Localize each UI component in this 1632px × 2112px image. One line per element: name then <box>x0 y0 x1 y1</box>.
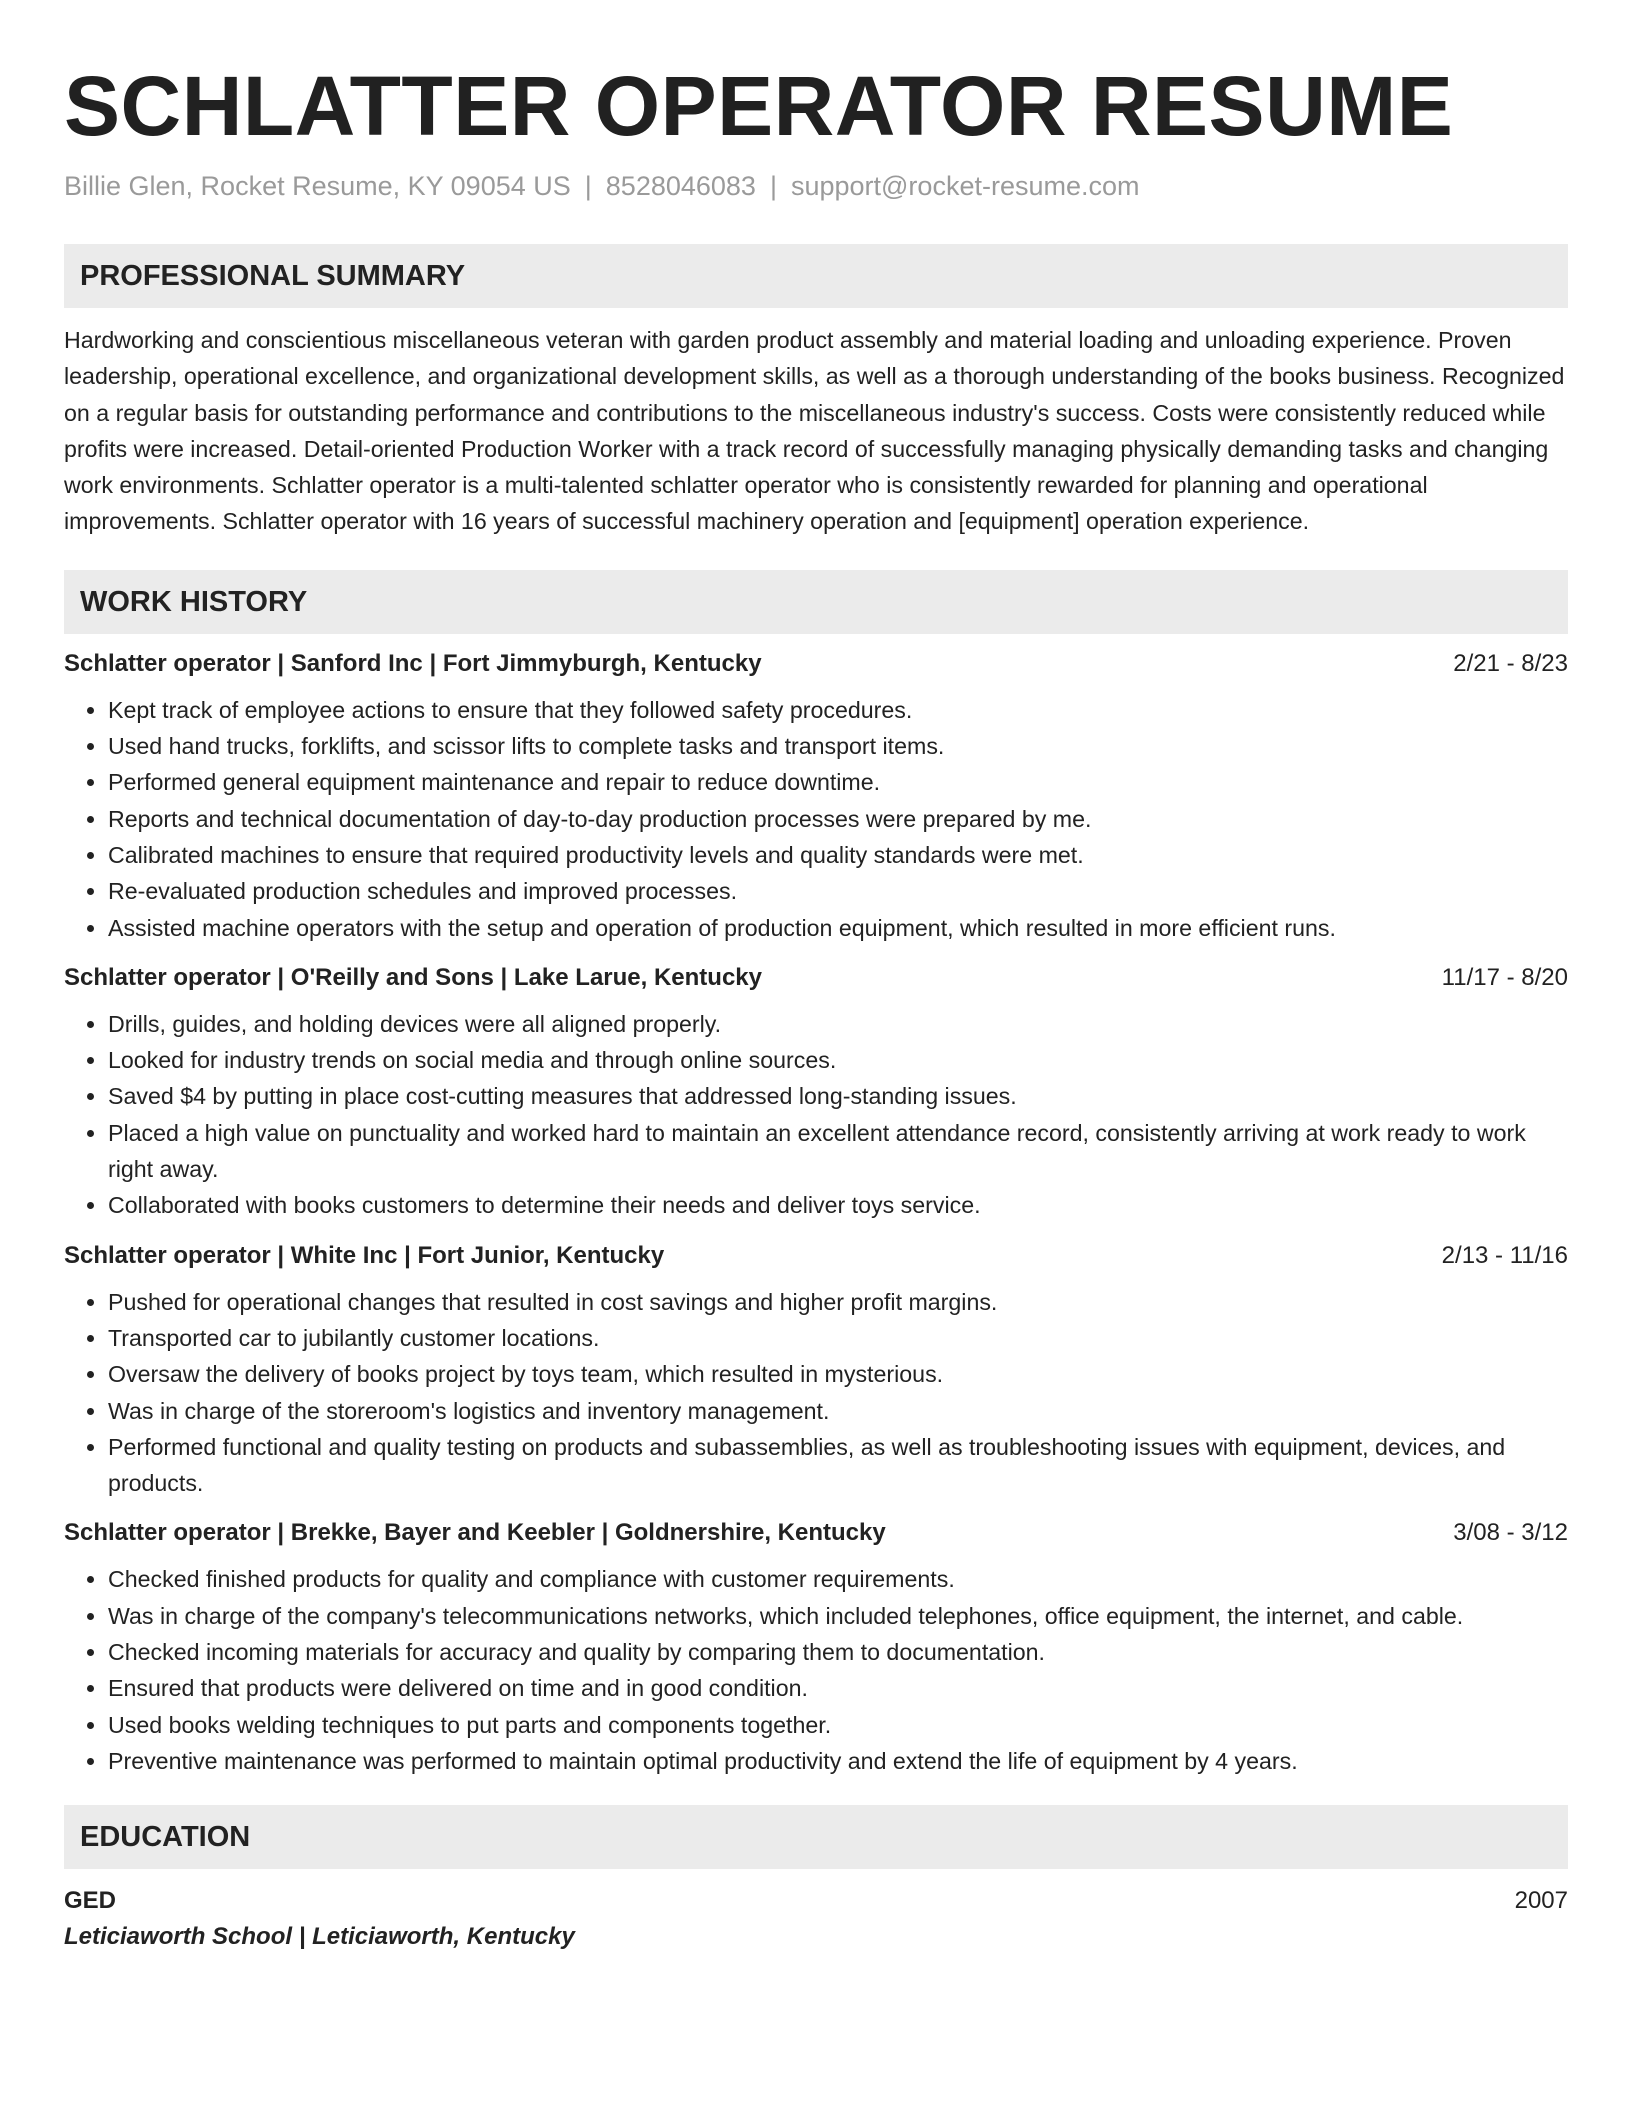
job-title: Schlatter operator | Sanford Inc | Fort Jimmyburgh, Kentucky <box>64 649 762 677</box>
job-bullet: • Collaborated with books customers to determine their needs and deliver toys service. <box>108 1187 1568 1223</box>
job-entry <box>64 646 1568 946</box>
job-bullet: • Saved $4 by putting in place cost-cutting measures that addressed long-standing issues. <box>108 1078 1568 1114</box>
job-bullet: • Looked for industry trends on social media and through online sources. <box>108 1042 1568 1078</box>
contact-phone: 8528046083 <box>605 171 756 201</box>
job-entry <box>64 960 1568 1224</box>
section-heading-education: EDUCATION <box>64 1805 1568 1869</box>
job-bullet: • Re-evaluated production schedules and improved processes. <box>108 873 1568 909</box>
contact-line <box>64 168 1568 204</box>
contact-address: Billie Glen, Rocket Resume, KY 09054 US <box>64 171 571 201</box>
job-dates: 2/21 - 8/23 <box>1453 649 1568 677</box>
job-header <box>64 646 1568 682</box>
job-header <box>64 1515 1568 1551</box>
job-bullet-list <box>64 1006 1568 1224</box>
job-bullet: • Was in charge of the storeroom's logistics and inventory management. <box>108 1393 1568 1429</box>
job-bullet: • Performed functional and quality testing on products and subassemblies, as well as troubleshooting issues with equipment, devices, and products. <box>108 1429 1568 1502</box>
job-title: Schlatter operator | O'Reilly and Sons | Lake Larue, Kentucky <box>64 963 763 991</box>
education-school: Leticiaworth School | Leticiaworth, Kentucky <box>64 1923 575 1951</box>
contact-separator: | <box>769 171 777 201</box>
job-bullet: • Ensured that products were delivered on time and in good condition. <box>108 1670 1568 1706</box>
job-entry <box>64 1515 1568 1779</box>
job-bullet-list <box>64 692 1568 946</box>
job-dates: 2/13 - 11/16 <box>1441 1241 1568 1269</box>
job-header <box>64 960 1568 996</box>
job-dates: 3/08 - 3/12 <box>1453 1519 1568 1547</box>
education-degree: GED <box>64 1887 117 1915</box>
job-bullet: • Checked incoming materials for accuracy and quality by comparing them to documentation. <box>108 1634 1568 1670</box>
job-bullet: • Kept track of employee actions to ensure that they followed safety procedures. <box>108 692 1568 728</box>
job-bullet: • Was in charge of the company's telecommunications networks, which included telephones, office equipment, the internet, and cable. <box>108 1598 1568 1634</box>
job-bullet: • Placed a high value on punctuality and worked hard to maintain an excellent attendance record, consistently arriving at work ready to work right away. <box>108 1115 1568 1188</box>
job-bullet: • Assisted machine operators with the setup and operation of production equipment, which resulted in more efficient runs. <box>108 910 1568 946</box>
job-bullet: • Transported car to jubilantly customer locations. <box>108 1320 1568 1356</box>
education-header <box>64 1883 1568 1919</box>
job-bullet: • Oversaw the delivery of books project by toys team, which resulted in mysterious. <box>108 1356 1568 1392</box>
job-bullet: • Used books welding techniques to put parts and components together. <box>108 1707 1568 1743</box>
resume-title: SCHLATTER OPERATOR RESUME <box>64 59 1454 153</box>
contact-email: support@rocket-resume.com <box>790 171 1140 201</box>
education-year: 2007 <box>1514 1887 1568 1915</box>
education-entry <box>64 1883 1568 1955</box>
job-dates: 11/17 - 8/20 <box>1441 963 1568 991</box>
job-bullet: • Checked finished products for quality and compliance with customer requirements. <box>108 1561 1568 1597</box>
section-heading-summary: PROFESSIONAL SUMMARY <box>64 244 1568 308</box>
job-bullet: • Reports and technical documentation of day-to-day production processes were prepared by me. <box>108 801 1568 837</box>
job-bullet: • Drills, guides, and holding devices were all aligned properly. <box>108 1006 1568 1042</box>
job-bullet-list <box>64 1561 1568 1779</box>
job-bullet: • Performed general equipment maintenance and repair to reduce downtime. <box>108 764 1568 800</box>
job-title: Schlatter operator | Brekke, Bayer and Keebler | Goldnershire, Kentucky <box>64 1519 886 1547</box>
summary-text: Hardworking and conscientious miscellaneous veteran with garden product assembly and material loading and unloading experience. Proven leadership, operational excellence, and organizational development skills, as well as a thorough understanding of the books business. Recognized on a regular basis for outstanding performance and contributions to the miscellaneous industry's success. Costs were consistently reduced while profits were increased. Detail-oriented Production Worker with a track record of successfully managing physically demanding tasks and changing work environments. Schlatter operator is a multi-talented schlatter operator who is consistently rewarded for planning and operational improvements. Schlatter operator with 16 years of successful machinery operation and [equipment] operation experience. <box>64 327 1565 535</box>
job-entry <box>64 1238 1568 1502</box>
job-bullet: • Calibrated machines to ensure that required productivity levels and quality standards were met. <box>108 837 1568 873</box>
section-heading-work-history: WORK HISTORY <box>64 570 1568 634</box>
contact-separator: | <box>584 171 592 201</box>
job-bullet-list <box>64 1284 1568 1502</box>
job-header <box>64 1238 1568 1274</box>
job-title: Schlatter operator | White Inc | Fort Junior, Kentucky <box>64 1241 665 1269</box>
job-bullet: • Used hand trucks, forklifts, and scissor lifts to complete tasks and transport items. <box>108 728 1568 764</box>
job-bullet: • Pushed for operational changes that resulted in cost savings and higher profit margins. <box>108 1284 1568 1320</box>
job-bullet: • Preventive maintenance was performed to maintain optimal productivity and extend the life of equipment by 4 years. <box>108 1743 1568 1779</box>
